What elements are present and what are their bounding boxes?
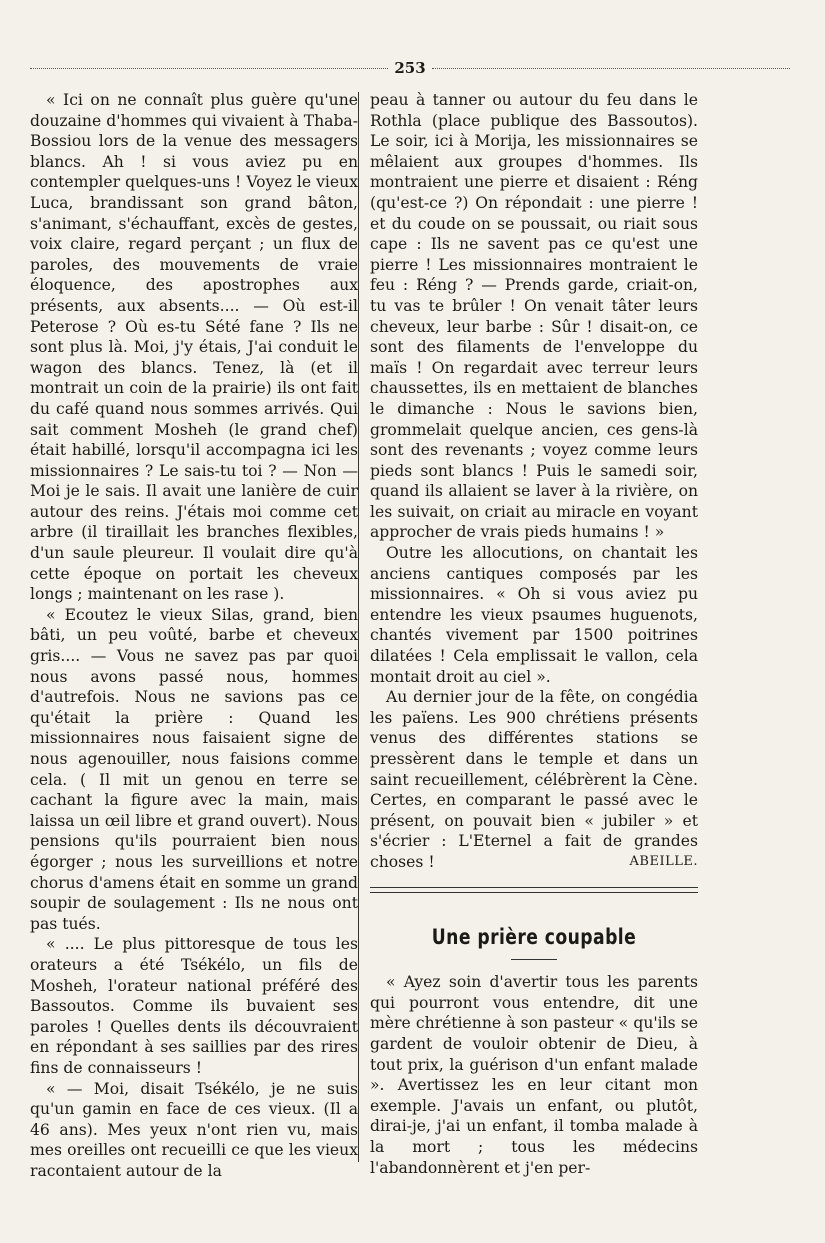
article-title: Une prière coupable <box>431 924 637 949</box>
paragraph-fete <box>370 687 698 872</box>
paragraph-cantiques: Outre les allocutions, on chantait les anciens cantiques composés par les missionnaires. « Oh si vous aviez pu entendre les vieux psaumes huguenots, chantés vivement par 1500 poitrines dilatées ! Cela emplissait le vallon, cela montait droit au ciel ». <box>370 544 698 686</box>
section-separator <box>370 887 698 893</box>
author-signature: ABEILLE. <box>629 853 698 869</box>
header-rule-left <box>30 68 388 69</box>
column-divider <box>358 92 359 1162</box>
right-column <box>370 90 698 1190</box>
paragraph-tsekelo-intro: « .... Le plus pittoresque de tous les orateurs a été Tsékélo, un fils de Mosheh, l'orateur national préféré des Bassoutos. Comme ils buvaient ses paroles ! Quelles dents ils découvraient en répondant à ses saillies par des rires fins de connaisseurs ! <box>30 935 358 1077</box>
left-column <box>30 90 358 1190</box>
paragraph-priere: « Ayez soin d'avertir tous les parents qui pourront vous entendre, dit une mère chrétienne à son pasteur « qu'ils se gardent de vouloir obtenir de Dieu, à tout prix, la guérison d'un enfant malade ». Avertissez les en leur citant mon exemple. J'avais un enfant, ou plutôt, dirai-je, j'ai un enfant, il tomba malade à la mort ; tous les médecins l'abandonnèrent et j'en per- <box>370 973 698 1177</box>
paragraph-silas: « Ecoutez le vieux Silas, grand, bien bâti, un peu voûté, barbe et cheveux gris.... — Vous ne savez pas par quoi nous avons passé nous, hommes d'autrefois. Nous ne savions pas ce qu'était la prière : Quand les missionnaires nous faisaient signe de nous agenouiller, nous faisions comme cela. ( Il mit un genou en terre se cachant la figure avec la main, mais laissa un œil libre et grand ouvert). Nous pensions qu'ils pourraient bien nous égorger ; nous les surveillions et notre chorus d'amens était en somme un grand soupir de soulagement : Ils ne nous ont pas tués. <box>30 605 358 933</box>
title-dash <box>511 959 557 960</box>
paragraph-continuation: peau à tanner ou autour du feu dans le Rothla (place publique des Bassoutos). Le soir, ici à Morija, les missionnaires se mêlaient aux groupes d'hommes. Ils montraient une pierre et disaient : Réng (qu'est-ce ?) On répondait : une pierre ! et du coude on se poussait, ou riait sous cape : Ils ne savent pas ce qu'est une pierre ! Les missionnaires montraient le feu : Réng ? — Prends garde, criait-on, tu vas te brûler ! On venait tâter leurs cheveux, leur barbe : Sûr ! disait-on, ce sont des filaments de l'enveloppe du maïs ! On regardait avec terreur leurs chaussettes, ils en mettaient de blanches le dimanche : Nous le savions bien, grommelait quelque ancien, ces gens-là sont des revenants ; voyez comme leurs pieds sont blancs ! Puis le samedi soir, quand ils allaient se laver à la rivière, on les suivait, on criait au miracle en voyant approcher de vrais pieds humains ! » <box>370 91 698 542</box>
header-rule-right <box>432 68 790 69</box>
paragraph-fete-text: Au dernier jour de la fête, on congédia les païens. Les 900 chrétiens présents venus des différentes stations se pressèrent dans le temple et dans un saint recueillement, célébrèrent la Cène. Certes, en comparant le passé avec le présent, on pouvait bien « jubiler » et s'écrier : L'Eternel a fait de grandes choses ! <box>370 688 698 871</box>
page-number: 253 <box>394 59 426 77</box>
page-header <box>30 58 790 78</box>
paragraph-tsekelo-speech: « — Moi, disait Tsékélo, je ne suis qu'un gamin en face de ces vieux. (Il a 46 ans). Mes yeux n'ont rien vu, mais mes oreilles ont recueilli ce que les vieux racontaient autour de la <box>30 1079 358 1180</box>
paragraph-luca: « Ici on ne connaît plus guère qu'une douzaine d'hommes qui vivaient à Thaba-Bossiou lors de la venue des messagers blancs. Ah ! si vous aviez pu en contempler quelques-uns ! Voyez le vieux Luca, brandissant son grand bâton, s'animant, s'échauffant, excès de gestes, voix claire, regard perçant ; un flux de paroles, des mouvements de vraie éloquence, des apostrophes aux présents, aux absents.... — Où est-il Peterose ? Où es-tu Sété fane ? Ils ne sont plus là. Moi, j'y étais, J'ai conduit le wagon des blancs. Tenez, là (et il montrait un coin de la prairie) ils ont fait du café quand nous sommes arrivés. Qui sait comment Mosheh (le grand chef) était habillé, lorsqu'il accompagna ici les missionnaires ? Le sais-tu toi ? — Non — Moi je le sais. Il avait une lanière de cuir autour des reins. J'étais moi comme cet arbre (il tiraillait les branches flexibles, d'un saule pleureur. Il voulait dire qu'à cette époque on portait les cheveux longs ; maintenant on les rase ). <box>30 91 358 604</box>
